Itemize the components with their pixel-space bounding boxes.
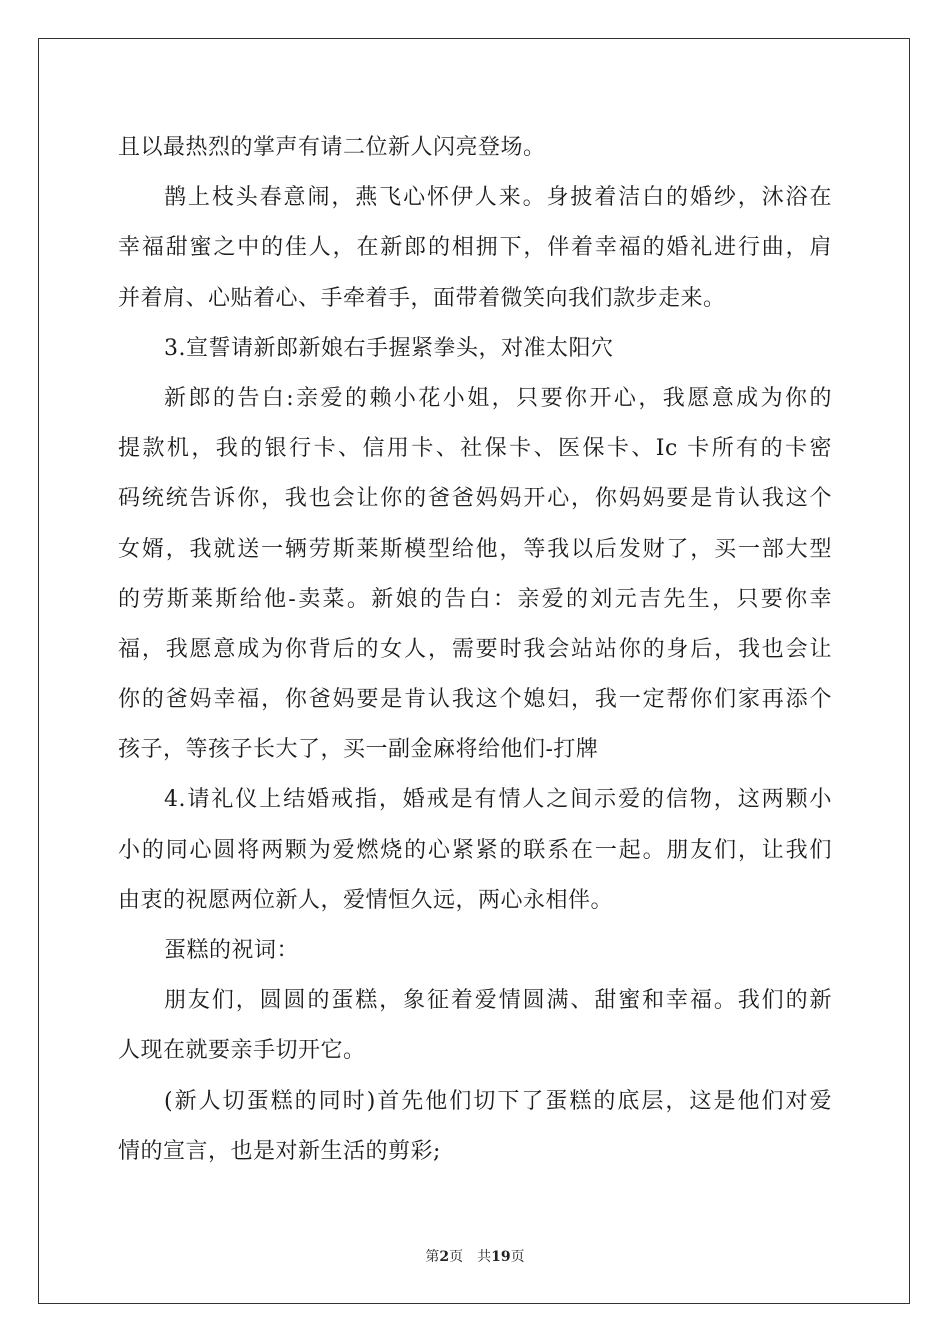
text-line: 并着肩、心贴着心、手牵着手，面带着微笑向我们款步走来。 [118, 285, 726, 311]
text-line: 朋友们，圆圆的蛋糕，象征着爱情圆满、甜蜜和幸福。我们的新 [164, 988, 832, 1014]
text-line: 蛋糕的祝词： [164, 938, 300, 963]
footer-total-prefix: 共 [477, 1249, 492, 1265]
text-line: 你的爸妈幸福，你爸妈要是肯认我这个媳妇，我一定帮你们家再添个 [118, 687, 832, 713]
current-page-number: 2 [439, 1249, 450, 1265]
text-line: 人现在就要亲手切开它。 [118, 1038, 366, 1064]
text-line: (新人切蛋糕的同时)首先他们切下了蛋糕的底层，这是他们对爱 [164, 1088, 832, 1114]
text-line: 由衷的祝愿两位新人，爱情恒久远，两心永相伴。 [118, 887, 614, 913]
text-line: 新郎的告白:亲爱的赖小花小姐，只要你开心，我愿意成为你的 [164, 385, 832, 411]
total-page-count: 19 [491, 1249, 511, 1265]
footer-total-suffix: 页 [510, 1249, 525, 1265]
text-line: 提款机，我的银行卡、信用卡、社保卡、医保卡、Ic 卡所有的卡密 [118, 436, 832, 462]
text-line: 女婿，我就送一辆劳斯莱斯模型给他，等我以后发财了，买一部大型 [118, 536, 832, 562]
text-line: 孩子，等孩子长大了，买一副金麻将给他们-打牌 [118, 737, 599, 763]
text-line: 小的同心圆将两颗为爱燃烧的心紧紧的联系在一起。朋友们，让我们 [118, 837, 832, 863]
text-line: 4.请礼仪上结婚戒指，婚戒是有情人之间示爱的信物，这两颗小 [164, 787, 832, 813]
page-footer [0, 1248, 950, 1266]
text-line: 福，我愿意成为你背后的女人，需要时我会站站你的身后，我也会让 [118, 636, 832, 662]
text-line: 的劳斯莱斯给他-卖菜。新娘的告白：亲爱的刘元吉先生，只要你幸 [118, 586, 832, 612]
footer-prefix: 第 [425, 1249, 440, 1265]
text-line: 且以最热烈的掌声有请二位新人闪亮登场。 [118, 135, 546, 160]
text-line: 情的宣言，也是对新生活的剪彩; [118, 1138, 441, 1164]
document-body [118, 123, 832, 1177]
text-line: 码统统告诉你，我也会让你的爸爸妈妈开心，你妈妈要是肯认我这个 [118, 486, 832, 512]
text-line: 幸福甜蜜之中的佳人，在新郎的相拥下，伴着幸福的婚礼进行曲，肩 [118, 235, 832, 261]
text-line: 鹊上枝头春意闹，燕飞心怀伊人来。身披着洁白的婚纱，沐浴在 [164, 185, 832, 211]
text-line: 3.宣誓请新郎新娘右手握紧拳头，对准太阳穴 [164, 335, 614, 361]
footer-page-suffix: 页 [449, 1249, 464, 1265]
